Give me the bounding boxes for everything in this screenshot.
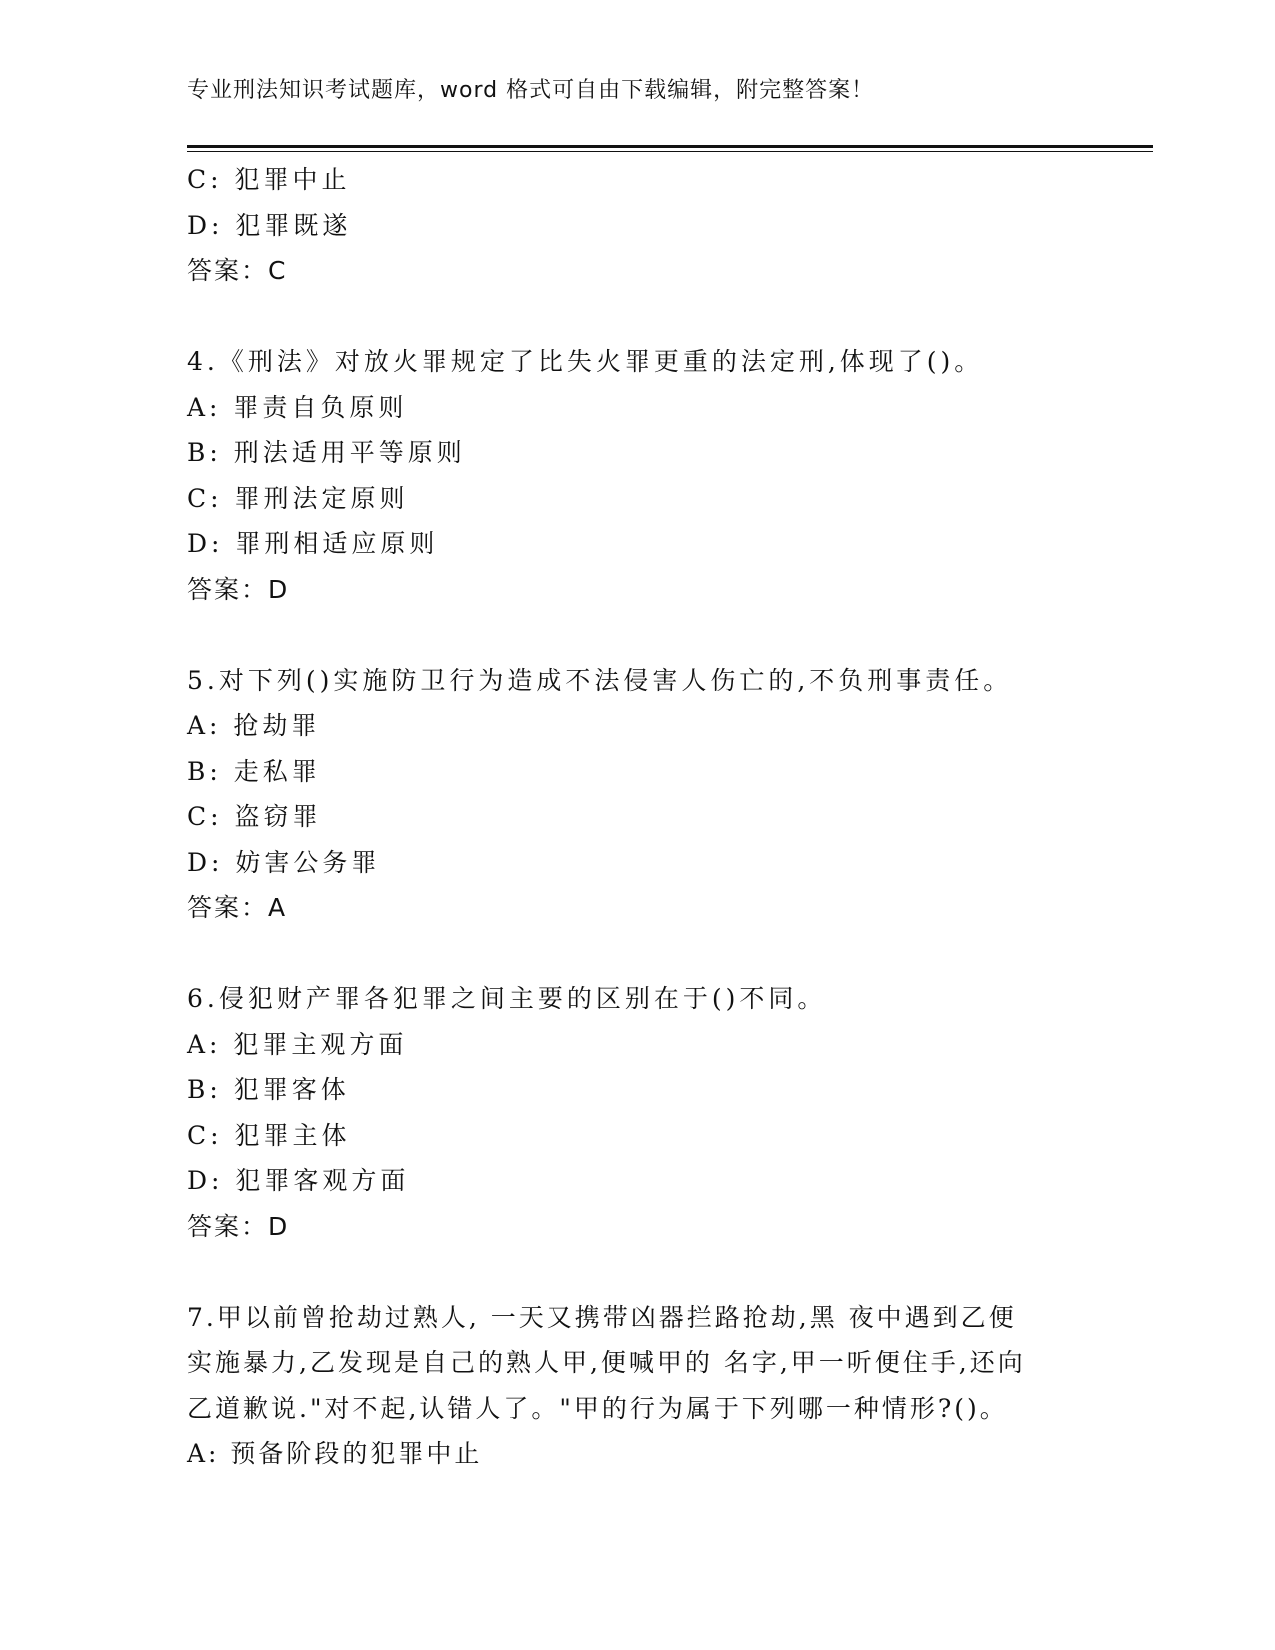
option-d: D: 犯罪既遂	[187, 210, 352, 240]
question-stem-line-1: 7.甲以前曾抢劫过熟人, 一天又携带凶器拦路抢劫,黑 夜中遇到乙便	[187, 1302, 1017, 1332]
header-rule-thin	[187, 151, 1153, 152]
question-stem: 5.对下列()实施防卫行为造成不法侵害人伤亡的,不负刑事责任。	[187, 665, 1013, 695]
option-b: B: 刑法适用平等原则	[187, 438, 466, 467]
spacer	[187, 294, 1087, 340]
option-a: A: 罪责自负原则	[187, 392, 408, 422]
option-c: C: 盗窃罪	[187, 802, 322, 831]
option-c: C: 犯罪中止	[187, 165, 351, 194]
option-b: B: 走私罪	[187, 756, 321, 786]
answer: 答案：C	[187, 256, 288, 285]
spacer	[187, 612, 1087, 658]
question-3-partial	[187, 157, 1087, 294]
question-5	[187, 658, 1087, 931]
document-body	[187, 157, 1087, 1477]
answer: 答案：D	[187, 574, 290, 604]
option-c: C: 罪刑法定原则	[187, 483, 409, 513]
question-stem: 6.侵犯财产罪各犯罪之间主要的区别在于()不同。	[187, 984, 827, 1013]
option-c: C: 犯罪主体	[187, 1120, 351, 1150]
option-a: A: 抢劫罪	[187, 711, 321, 740]
answer: 答案：D	[187, 1211, 290, 1241]
question-stem: 4.《刑法》对放火罪规定了比失火罪更重的法定刑,体现了()。	[187, 347, 984, 376]
option-b: B: 犯罪客体	[187, 1075, 350, 1104]
option-a: A: 犯罪主观方面	[187, 1029, 408, 1059]
option-a: A: 预备阶段的犯罪中止	[187, 1439, 483, 1468]
header-rule-thick	[187, 145, 1153, 148]
option-d: D: 罪刑相适应原则	[187, 529, 439, 558]
question-7	[187, 1295, 1087, 1477]
option-d: D: 犯罪客观方面	[187, 1166, 410, 1195]
answer: 答案：A	[187, 893, 288, 922]
option-d: D: 妨害公务罪	[187, 847, 381, 877]
spacer	[187, 931, 1087, 977]
question-6	[187, 976, 1087, 1249]
spacer	[187, 1249, 1087, 1295]
page-header: 专业刑法知识考试题库，word 格式可自由下载编辑，附完整答案！	[187, 78, 875, 103]
question-stem-line-2: 实施暴力,乙发现是自己的熟人甲,便喊甲的 名字,甲一听便住手,还向	[187, 1348, 1026, 1377]
question-4	[187, 339, 1087, 612]
question-stem-line-3: 乙道歉说."对不起,认错人了。"甲的行为属于下列哪一种情形?()。	[187, 1393, 1008, 1423]
